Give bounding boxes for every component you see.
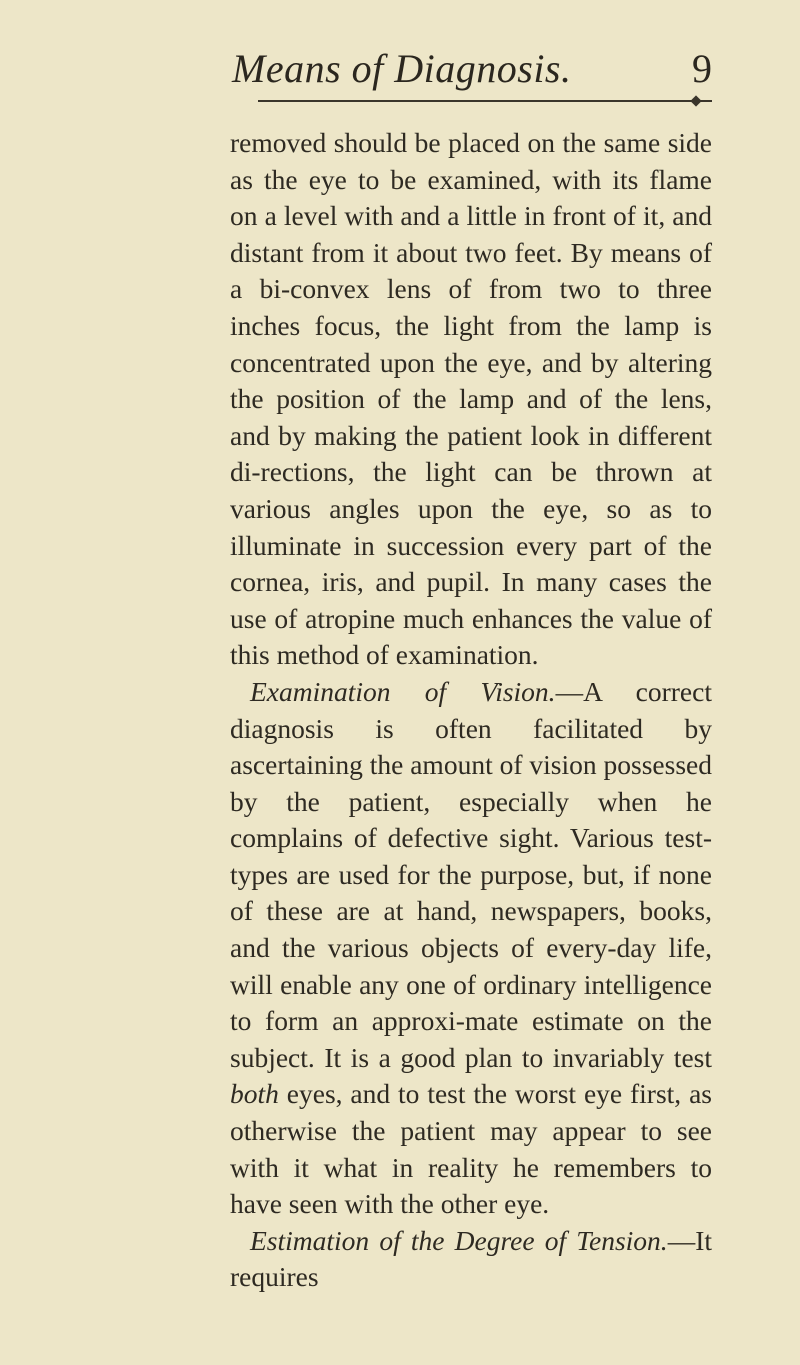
paragraph-examination-of-vision [230,674,712,1223]
header-rule-ornament [690,95,701,106]
running-header [232,44,712,94]
running-title: Means of Diagnosis. [232,46,572,91]
section-heading-estimation-of-tension: Estimation of the Degree of Tension. [250,1224,668,1256]
paragraph-text: removed should be placed on the same side as the eye to be examined, with its flame on a level with and a little in front of it, and distant from it about two feet. By means of a bi-convex lens of from two to three inches focus, the light from the lamp is concentrated upon the eye, and by altering the position of the lamp and of the lens, and by making the patient look in different di-rections, the light can be thrown at various angles upon the eye, so as to illuminate in succession every part of the cornea, iris, and pupil. In many cases the use of atropine much enhances the value of this method of examination. [230,127,712,671]
paragraph-text: eyes, and to test the worst eye first, as otherwise the patient may appear to see with it what in reality he remembers to have seen with the other eye. [230,1078,712,1220]
paragraph-continued [230,125,712,674]
paragraph-text: —It requires [230,1224,712,1293]
paragraph-estimation-of-tension [230,1223,712,1296]
emphasis-both: both [230,1078,279,1110]
header-rule [258,100,712,102]
body-text [230,125,712,1296]
paragraph-text: —A correct diagnosis is often facilitated by ascertaining the amount of vision possessed by the patient, especially when he complains of defective sight. Various test-types are used for the purpose, but, if none of these are at hand, newspapers, books, and the various objects of every-day life, will enable any one of ordinary intelligence to form an approxi-mate estimate on the subject. It is a good plan to invariably test [230,675,712,1073]
page-number: 9 [692,46,712,91]
section-heading-examination-of-vision: Examination of Vision. [250,675,556,707]
